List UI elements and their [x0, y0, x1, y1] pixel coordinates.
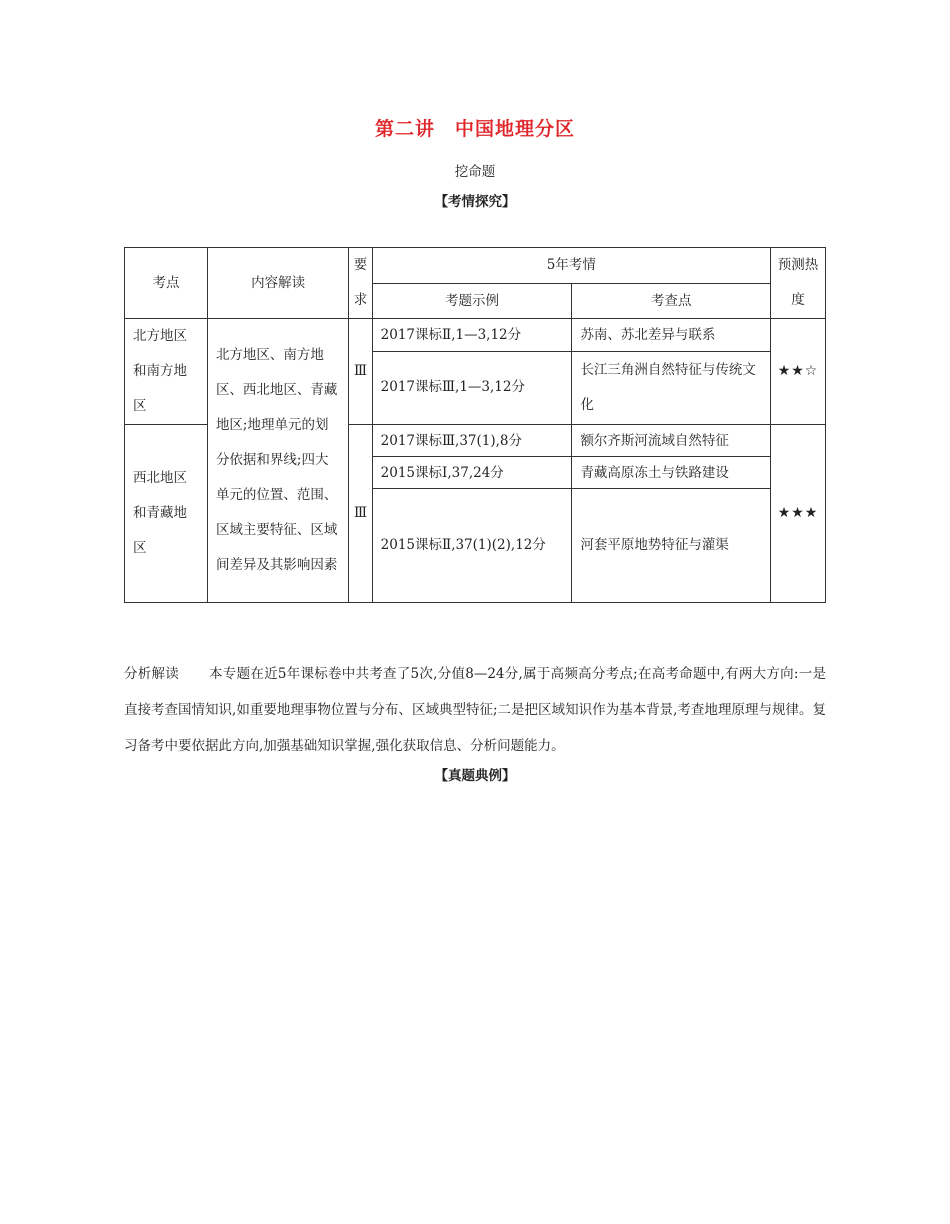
header-example: 考题示例: [372, 283, 572, 319]
point-cell: 额尔齐斯河流域自然特征: [572, 425, 771, 457]
header-yaoqiu: 要求: [349, 248, 372, 319]
analysis-label: 分析解读: [124, 666, 180, 682]
kaodian-cell: 西北地区和青藏地区: [125, 425, 208, 603]
neirong-cell: 北方地区、南方地区、西北地区、青藏地区;地理单元的划分依据和界线;四大单元的位置、范围、区域主要特征、区域间差异及其影响因素: [207, 319, 348, 603]
example-cell: 2015课标Ⅱ,37(1)(2),12分: [372, 489, 572, 603]
section-heading-examples: 【真题典例】: [434, 768, 516, 784]
page-title: 第二讲 中国地理分区: [374, 118, 575, 140]
header-kaodian: 考点: [125, 248, 208, 319]
yaoqiu-cell: Ⅲ: [349, 319, 372, 425]
point-cell: 河套平原地势特征与灌渠: [572, 489, 771, 603]
header-heat: 预测热度: [771, 248, 826, 319]
kaodian-cell: 北方地区和南方地区: [125, 319, 208, 425]
header-neirong: 内容解读: [207, 248, 348, 319]
yaoqiu-cell: Ⅲ: [349, 425, 372, 603]
point-cell: 青藏高原冻土与铁路建设: [572, 457, 771, 489]
example-cell: 2017课标Ⅱ,1—3,12分: [372, 319, 572, 352]
example-cell: 2015课标Ⅰ,37,24分: [372, 457, 572, 489]
point-cell: 长江三角洲自然特征与传统文化: [572, 351, 771, 424]
subtitle: 挖命题: [454, 164, 496, 180]
analysis-text: 本专题在近5年课标卷中共考查了5次,分值8—24分,属于高频高分考点;在高考命题中,有两大方向:一是直接考查国情知识,如重要地理事物位置与分布、区域典型特征;二是把区域知识作为基本背景,考查地理原理与规律。复习备考中要依据此方向,加强基础知识掌握,强化获取信息、分析问题能力。: [124, 666, 826, 754]
section-heading-exam: 【考情探究】: [434, 194, 516, 210]
heat-stars: ★★☆: [771, 319, 826, 425]
header-point: 考查点: [572, 283, 771, 319]
header-five-year: 5年考情: [372, 248, 770, 284]
exam-table: [124, 247, 826, 603]
example-cell: 2017课标Ⅲ,37(1),8分: [372, 425, 572, 457]
point-cell: 苏南、苏北差异与联系: [572, 319, 771, 352]
analysis-paragraph: [124, 656, 826, 764]
heat-stars: ★★★: [771, 425, 826, 603]
example-cell: 2017课标Ⅲ,1—3,12分: [372, 351, 572, 424]
